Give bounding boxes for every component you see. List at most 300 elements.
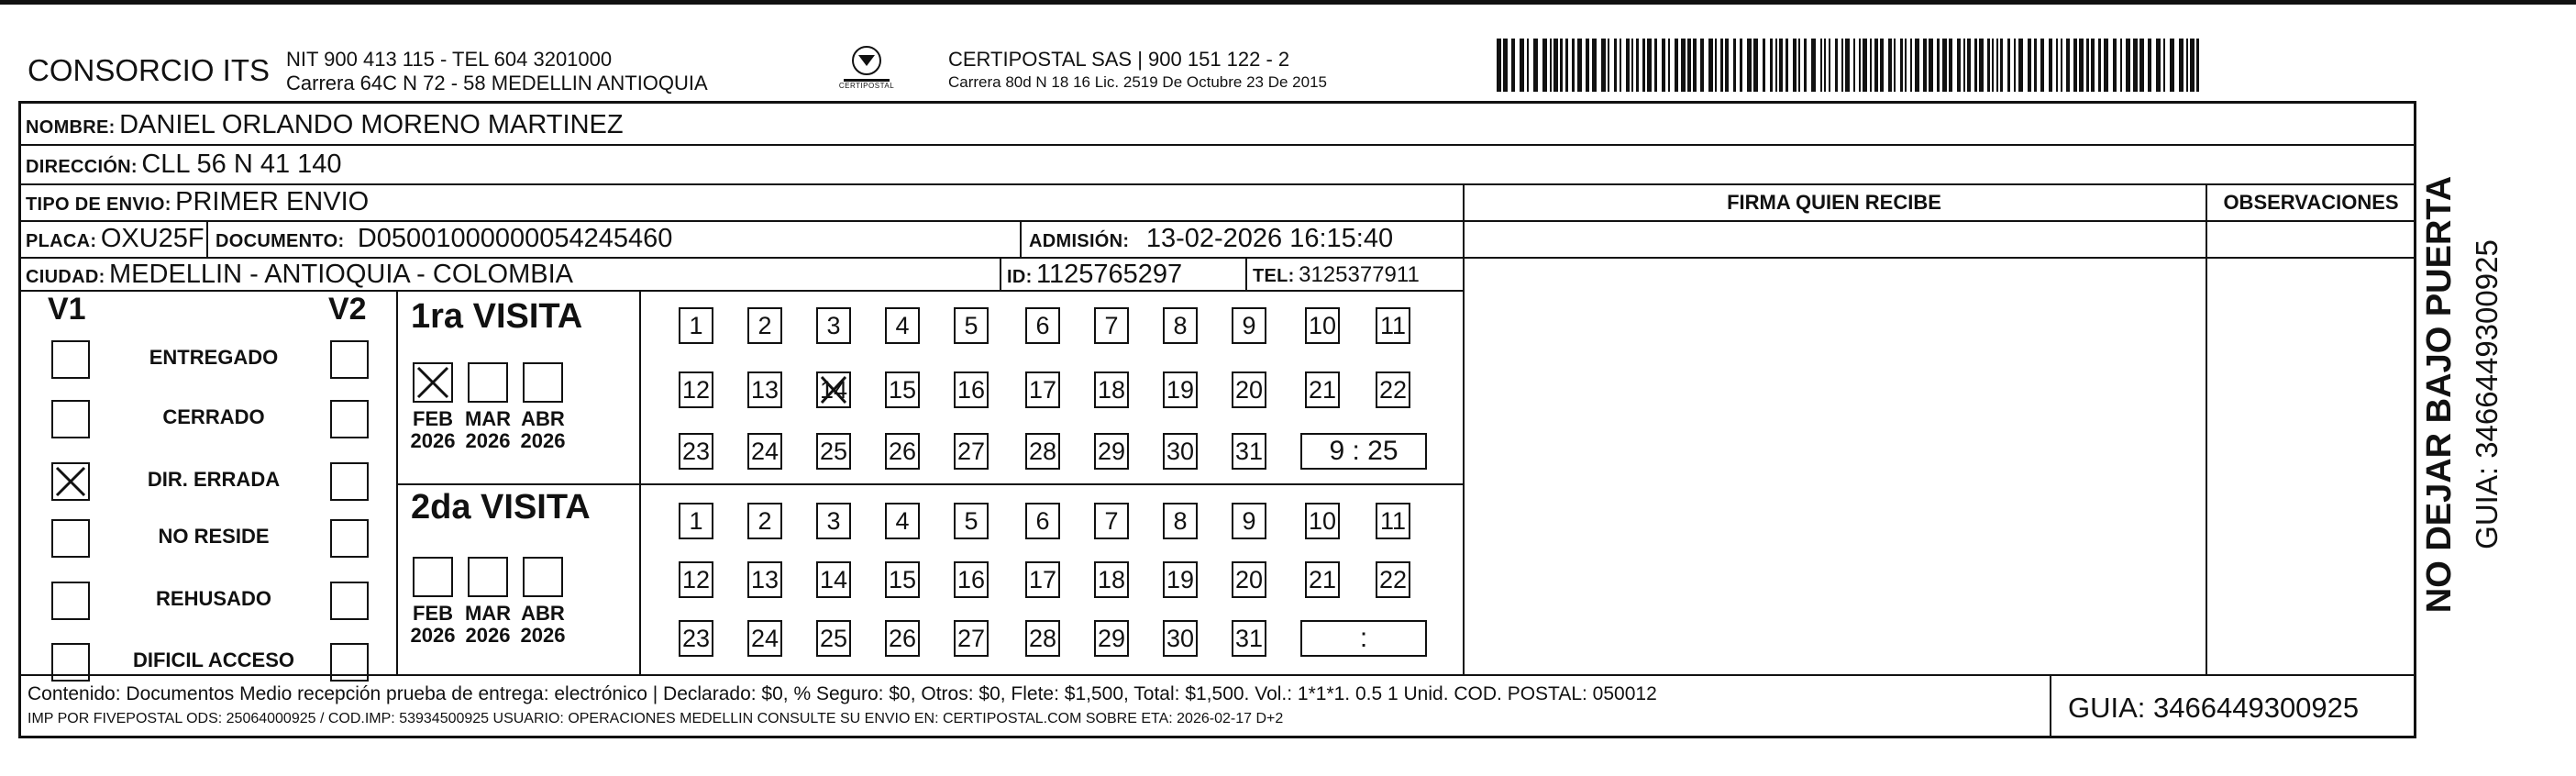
visit2-month-checkbox[interactable] — [413, 557, 453, 597]
barcode-bar — [1720, 39, 1723, 92]
v1-checkbox[interactable] — [51, 519, 90, 558]
observaciones-header: OBSERVACIONES — [2223, 191, 2399, 214]
barcode-bar — [1963, 39, 1965, 92]
visit1-day-box[interactable] — [1376, 371, 1410, 408]
barcode-bar — [1740, 39, 1742, 92]
day-number: 5 — [964, 311, 978, 339]
day-number: 1 — [689, 311, 703, 339]
day-number: 28 — [1028, 437, 1057, 465]
barcode-bar — [1775, 39, 1777, 92]
time-value: : — [1359, 623, 1368, 653]
day-number: 13 — [750, 375, 779, 404]
nombre-row — [26, 110, 624, 140]
barcode-bar — [1841, 39, 1843, 92]
barcode-bar — [1874, 39, 1878, 92]
day-number: 13 — [750, 565, 779, 593]
month-name: FEB — [413, 407, 453, 430]
day-number: 24 — [750, 624, 779, 652]
visit2-day-box[interactable] — [747, 561, 782, 598]
barcode-bar — [1987, 39, 1990, 92]
visit2-day-box[interactable] — [679, 620, 713, 657]
visit2-month-label — [460, 603, 515, 647]
barcode-bar — [1870, 39, 1872, 92]
visit2-day-box[interactable] — [1305, 561, 1340, 598]
day-number: 14 — [819, 565, 848, 593]
visit1-day-box[interactable] — [1025, 371, 1060, 408]
visit1-day-box[interactable] — [747, 307, 782, 344]
visit1-month-label — [515, 408, 570, 452]
barcode-bar — [1565, 39, 1568, 92]
barcode-bar — [2007, 39, 2010, 92]
visit1-month-label — [460, 408, 515, 452]
barcode-bar — [2091, 39, 2095, 92]
barcode-bar — [1859, 39, 1861, 92]
rule-2 — [18, 183, 2416, 185]
barcode-bar — [1957, 39, 1961, 92]
visit2-day-box[interactable] — [747, 503, 782, 539]
barcode-bar — [1577, 39, 1582, 92]
visit2-day-box[interactable] — [954, 620, 989, 657]
visit2-day-box[interactable] — [1025, 561, 1060, 598]
admision-value: 13-02-2026 16:15:40 — [1145, 224, 1394, 253]
visit1-day-box[interactable] — [1232, 433, 1266, 470]
day-number: 20 — [1234, 375, 1264, 404]
v1-checkbox[interactable] — [51, 400, 90, 438]
barcode-bar — [2113, 39, 2117, 92]
firma-header: FIRMA QUIEN RECIBE — [1727, 191, 1941, 214]
tel-value: 3125377911 — [1299, 262, 1420, 287]
day-number: 11 — [1379, 311, 1407, 339]
barcode-bar — [2196, 39, 2199, 92]
day-number: 9 — [1242, 506, 1256, 535]
v2-checkbox[interactable] — [330, 462, 369, 501]
barcode-bar — [2170, 39, 2174, 92]
barcode-bar — [1527, 39, 1529, 92]
day-number: 21 — [1308, 375, 1337, 404]
placa-label: PLACA: — [26, 231, 97, 251]
rule-col-head — [1463, 257, 2416, 259]
x-mark-icon — [53, 464, 88, 499]
barcode-bar — [1910, 39, 1912, 92]
day-number: 12 — [681, 375, 711, 404]
visit1-day-box[interactable] — [1025, 433, 1060, 470]
barcode-bar — [1829, 39, 1830, 92]
visit1-day-box[interactable] — [1232, 307, 1266, 344]
visit1-day-box[interactable] — [1305, 307, 1340, 344]
visit1-day-box[interactable] — [954, 433, 989, 470]
barcode-bar — [2120, 39, 2122, 92]
barcode-bar — [1708, 39, 1713, 92]
barcode-bar — [2066, 39, 2070, 92]
visit2-day-box[interactable] — [1163, 620, 1198, 657]
day-number: 6 — [1035, 506, 1050, 535]
tel-label: TEL: — [1253, 266, 1295, 286]
day-number: 3 — [826, 506, 841, 535]
visit1-day-box[interactable] — [1376, 307, 1410, 344]
barcode-image — [1497, 39, 2203, 92]
side-guia: GUIA: 3466449300925 — [2470, 239, 2504, 549]
visit2-day-box[interactable] — [679, 561, 713, 598]
day-number: 19 — [1166, 375, 1195, 404]
barcode-bar — [2098, 39, 2101, 92]
barcode-bar — [2126, 39, 2130, 92]
day-number: 5 — [964, 506, 978, 535]
barcode-bar — [1888, 39, 1892, 92]
day-number: 15 — [888, 565, 917, 593]
tipo-row — [26, 187, 369, 217]
month-year: 2026 — [410, 624, 456, 647]
visit2-day-box[interactable] — [1094, 561, 1129, 598]
month-name: FEB — [413, 602, 453, 625]
barcode-bar — [2073, 39, 2077, 92]
barcode-bar — [2000, 39, 2003, 92]
visit1-day-box[interactable] — [1305, 371, 1340, 408]
rule-tel — [1245, 257, 1247, 290]
barcode-bar — [2049, 39, 2052, 92]
id-cell — [1007, 260, 1182, 290]
visit2-day-box[interactable] — [816, 561, 851, 598]
day-number: 27 — [956, 437, 986, 465]
barcode-bar — [1798, 39, 1800, 92]
visit1-day-box[interactable] — [816, 307, 851, 344]
day-number: 24 — [750, 437, 779, 465]
day-number: 10 — [1308, 506, 1337, 535]
visit2-month-label — [515, 603, 570, 647]
day-number: 25 — [819, 624, 848, 652]
nombre-label: NOMBRE: — [26, 117, 116, 138]
visit2-day-box[interactable] — [885, 503, 920, 539]
day-number: 14 — [819, 375, 848, 404]
visit2-day-box[interactable] — [1094, 620, 1129, 657]
admision-cell — [1029, 224, 1393, 254]
v1-checkbox[interactable] — [51, 340, 90, 379]
visit2-day-box[interactable] — [1232, 561, 1266, 598]
barcode-bar — [2148, 39, 2151, 92]
tipo-label: TIPO DE ENVIO: — [26, 194, 171, 215]
day-number: 31 — [1234, 437, 1264, 465]
barcode-bar — [1700, 39, 1704, 92]
rule-footer-guia — [2050, 674, 2051, 738]
visit1-day-box[interactable] — [885, 433, 920, 470]
barcode-bar — [1880, 39, 1884, 92]
barcode-bar — [1601, 39, 1606, 92]
visit1-day-box[interactable] — [679, 307, 713, 344]
nombre-value: DANIEL ORLANDO MORENO MARTINEZ — [119, 110, 624, 139]
barcode-bar — [1560, 39, 1563, 92]
day-number: 12 — [681, 565, 711, 593]
footer-line-2: IMP POR FIVEPOSTAL ODS: 25064000925 / COD.IMP: 53934500925 USUARIO: OPERACIONES MEDELLIN CONSULTE SU ENVIO EN: CERTIPOSTAL.COM SOBRE ETA: 2026-02-17 D+2 — [28, 711, 1284, 726]
visit1-day-box[interactable] — [679, 433, 713, 470]
barcode-bar — [1923, 39, 1927, 92]
barcode-bar — [1905, 39, 1907, 92]
barcode-bar — [1979, 39, 1984, 92]
status-option-label: DIR. ERRADA — [147, 468, 281, 491]
documento-value: D05001000000054245460 — [357, 224, 673, 253]
day-number: 16 — [956, 375, 986, 404]
day-number: 1 — [689, 506, 703, 535]
day-number: 2 — [757, 311, 772, 339]
direccion-value: CLL 56 N 41 140 — [141, 150, 342, 179]
barcode-bar — [2186, 39, 2188, 92]
v1-header: V1 — [48, 292, 86, 327]
documento-label: DOCUMENTO: — [216, 231, 345, 251]
side-notice: NO DEJAR BAJO PUERTA — [2420, 175, 2459, 614]
barcode-bar — [2190, 39, 2195, 92]
day-number: 17 — [1028, 375, 1057, 404]
barcode-bar — [1900, 39, 1903, 92]
barcode-bar — [1715, 39, 1717, 92]
barcode-bar — [1863, 39, 1867, 92]
placa-value: OXU25F — [100, 224, 205, 253]
rule-3 — [18, 220, 2416, 222]
barcode — [1497, 39, 2203, 92]
visit1-month-checkbox[interactable] — [523, 362, 563, 403]
barcode-bar — [1992, 39, 1994, 92]
visit1-day-box[interactable] — [747, 433, 782, 470]
visit2-day-box[interactable] — [1163, 503, 1198, 539]
barcode-bar — [1642, 39, 1645, 92]
tipo-value: PRIMER ENVIO — [175, 187, 370, 216]
visit2-day-box[interactable] — [1232, 620, 1266, 657]
company-nit: NIT 900 413 115 - TEL 604 3201000 — [286, 48, 613, 71]
day-number: 26 — [888, 624, 917, 652]
rule-admision — [1020, 220, 1022, 257]
company-name: CONSORCIO ITS — [28, 53, 271, 87]
day-number: 23 — [681, 437, 711, 465]
month-year: 2026 — [520, 429, 566, 452]
visit2-day-box[interactable] — [1094, 503, 1129, 539]
visit1-day-box[interactable] — [816, 433, 851, 470]
admision-label: ADMISIÓN: — [1029, 231, 1130, 251]
tel-cell — [1253, 262, 1420, 288]
day-number: 7 — [1104, 506, 1119, 535]
id-value: 1125765297 — [1036, 260, 1183, 289]
visit2-day-box[interactable] — [885, 561, 920, 598]
visit2-day-box[interactable] — [1376, 561, 1410, 598]
day-number: 7 — [1104, 311, 1119, 339]
rule-id — [1000, 257, 1001, 290]
barcode-bar — [2133, 39, 2138, 92]
barcode-bar — [1894, 39, 1896, 92]
day-number: 8 — [1173, 506, 1188, 535]
visit2-day-box[interactable] — [1232, 503, 1266, 539]
v2-checkbox[interactable] — [330, 340, 369, 379]
status-option-label: CERRADO — [162, 405, 265, 428]
barcode-bar — [2086, 39, 2089, 92]
visit2-day-box[interactable] — [1025, 620, 1060, 657]
barcode-bar — [1996, 39, 1998, 92]
visit2-day-box[interactable] — [679, 503, 713, 539]
rule-footer — [18, 674, 2416, 676]
day-number: 18 — [1097, 565, 1126, 593]
v2-checkbox[interactable] — [330, 519, 369, 558]
visit1-day-box[interactable] — [1094, 433, 1129, 470]
visit1-day-box[interactable] — [816, 371, 851, 408]
day-number: 4 — [895, 506, 910, 535]
day-number: 6 — [1035, 311, 1050, 339]
v1-checkbox[interactable] — [51, 582, 90, 620]
visit1-day-box[interactable] — [1163, 307, 1198, 344]
direccion-label: DIRECCIÓN: — [26, 157, 138, 177]
rule-1 — [18, 144, 2416, 146]
visit2-day-box[interactable] — [1376, 503, 1410, 539]
visit1-month-checkbox[interactable] — [413, 362, 453, 403]
visit1-day-box[interactable] — [747, 371, 782, 408]
barcode-bar — [1820, 39, 1822, 92]
barcode-bar — [1647, 39, 1652, 92]
visit2-day-box[interactable] — [747, 620, 782, 657]
v1-checkbox[interactable] — [51, 643, 90, 682]
footer-line-1: Contenido: Documentos Medio recepción prueba de entrega: electrónico | Declarado: $0, % Seguro: $0, Otros: $0, Flete: $1,500, Total: $1,500. Vol.: 1*1*1. 0.5 1 Unid. COD. POSTAL: 050012 — [28, 683, 1657, 704]
barcode-bar — [1835, 39, 1838, 92]
day-number: 23 — [681, 624, 711, 652]
certipostal-logo — [825, 42, 908, 97]
barcode-bar — [1770, 39, 1773, 92]
rule-visit-divider — [396, 483, 1463, 485]
firma-field[interactable] — [1467, 261, 2201, 670]
month-year: 2026 — [465, 429, 511, 452]
visit1-day-box[interactable] — [1232, 371, 1266, 408]
visit1-month-label — [405, 408, 460, 452]
barcode-bar — [1572, 39, 1575, 92]
barcode-bar — [1793, 39, 1797, 92]
ciudad-label: CIUDAD: — [26, 267, 105, 287]
barcode-bar — [1804, 39, 1807, 92]
barcode-bar — [1845, 39, 1850, 92]
visit1-day-box[interactable] — [1025, 307, 1060, 344]
visit1-day-box[interactable] — [1163, 433, 1198, 470]
visit2-day-box[interactable] — [816, 620, 851, 657]
observaciones-field[interactable] — [2210, 261, 2414, 670]
barcode-bar — [2056, 39, 2058, 92]
visit1-day-box[interactable] — [1094, 307, 1129, 344]
day-number: 15 — [888, 375, 917, 404]
barcode-bar — [1687, 39, 1691, 92]
month-name: MAR — [464, 602, 512, 625]
v2-header: V2 — [328, 292, 367, 327]
day-number: 18 — [1097, 375, 1126, 404]
barcode-bar — [2034, 39, 2037, 92]
barcode-bar — [1620, 39, 1621, 92]
rule-5 — [18, 290, 1463, 292]
top-rule — [0, 0, 2576, 5]
rule-firma-left — [1463, 183, 1465, 674]
barcode-bar — [1942, 39, 1947, 92]
month-year: 2026 — [410, 429, 456, 452]
visit2-day-box[interactable] — [885, 620, 920, 657]
barcode-bar — [1915, 39, 1919, 92]
barcode-bar — [1786, 39, 1788, 92]
v2-checkbox[interactable] — [330, 582, 369, 620]
barcode-bar — [2018, 39, 2023, 92]
day-number: 8 — [1173, 311, 1188, 339]
direccion-row — [26, 150, 342, 180]
barcode-bar — [1553, 39, 1558, 92]
logo-text: CERTIPOSTAL — [838, 82, 895, 90]
visit1-day-box[interactable] — [885, 371, 920, 408]
carrier-license: Carrera 80d N 18 16 Lic. 2519 De Octubre 23 De 2015 — [948, 73, 1327, 91]
barcode-bar — [1668, 39, 1670, 92]
barcode-bar — [1654, 39, 1657, 92]
visit2-day-box[interactable] — [1025, 503, 1060, 539]
visit1-day-box[interactable] — [679, 371, 713, 408]
day-number: 9 — [1242, 311, 1256, 339]
day-number: 21 — [1308, 565, 1337, 593]
barcode-bar — [1614, 39, 1617, 92]
visit1-day-box[interactable] — [954, 307, 989, 344]
barcode-bar — [2139, 39, 2144, 92]
visit2-day-box[interactable] — [1163, 561, 1198, 598]
month-name: MAR — [464, 407, 512, 430]
visit1-day-box[interactable] — [1163, 371, 1198, 408]
barcode-bar — [1636, 39, 1639, 92]
day-number: 19 — [1166, 565, 1195, 593]
rule-months — [639, 290, 641, 674]
barcode-bar — [1747, 39, 1752, 92]
visit2-day-box[interactable] — [816, 503, 851, 539]
visit2-day-box[interactable] — [954, 561, 989, 598]
barcode-bar — [1626, 39, 1630, 92]
barcode-bar — [2104, 39, 2108, 92]
barcode-bar — [1662, 39, 1665, 92]
visit2-day-box[interactable] — [954, 503, 989, 539]
barcode-bar — [1853, 39, 1855, 92]
x-mark-icon — [415, 364, 451, 401]
barcode-bar — [1753, 39, 1758, 92]
day-number: 26 — [888, 437, 917, 465]
visit1-day-box[interactable] — [885, 307, 920, 344]
v2-checkbox[interactable] — [330, 400, 369, 438]
visit2-month-checkbox[interactable] — [523, 557, 563, 597]
day-number: 30 — [1166, 624, 1195, 652]
v2-checkbox[interactable] — [330, 643, 369, 682]
day-number: 11 — [1379, 506, 1407, 535]
visit1-day-box[interactable] — [954, 371, 989, 408]
ciudad-cell — [26, 260, 573, 290]
visit1-month-checkbox[interactable] — [468, 362, 508, 403]
barcode-bar — [2014, 39, 2016, 92]
barcode-bar — [1937, 39, 1940, 92]
visit2-time-field[interactable] — [1300, 620, 1427, 657]
day-number: 10 — [1308, 311, 1337, 339]
status-option-label: ENTREGADO — [149, 346, 279, 369]
visit2-day-box[interactable] — [1305, 503, 1340, 539]
barcode-bar — [1725, 39, 1729, 92]
day-number: 17 — [1028, 565, 1057, 593]
rule-obs-left — [2206, 183, 2207, 674]
status-option-label: DIFICIL ACCESO — [132, 649, 294, 671]
barcode-bar — [1824, 39, 1826, 92]
side-guia-area — [2469, 138, 2515, 651]
visit2-month-checkbox[interactable] — [468, 557, 508, 597]
barcode-bar — [1608, 39, 1609, 92]
visit2-title: 2da VISITA — [411, 488, 591, 527]
day-number: 30 — [1166, 437, 1195, 465]
visit1-day-box[interactable] — [1094, 371, 1129, 408]
barcode-bar — [1929, 39, 1933, 92]
visit1-time-field[interactable] — [1300, 433, 1427, 470]
barcode-bar — [2179, 39, 2184, 92]
barcode-bar — [1974, 39, 1977, 92]
v1-checkbox[interactable] — [51, 462, 90, 501]
day-number: 25 — [819, 437, 848, 465]
month-name: ABR — [521, 602, 565, 625]
barcode-bar — [1763, 39, 1765, 92]
day-number: 16 — [956, 565, 986, 593]
day-number: 28 — [1028, 624, 1057, 652]
x-mark-icon — [818, 373, 849, 406]
rule-status — [396, 290, 398, 674]
